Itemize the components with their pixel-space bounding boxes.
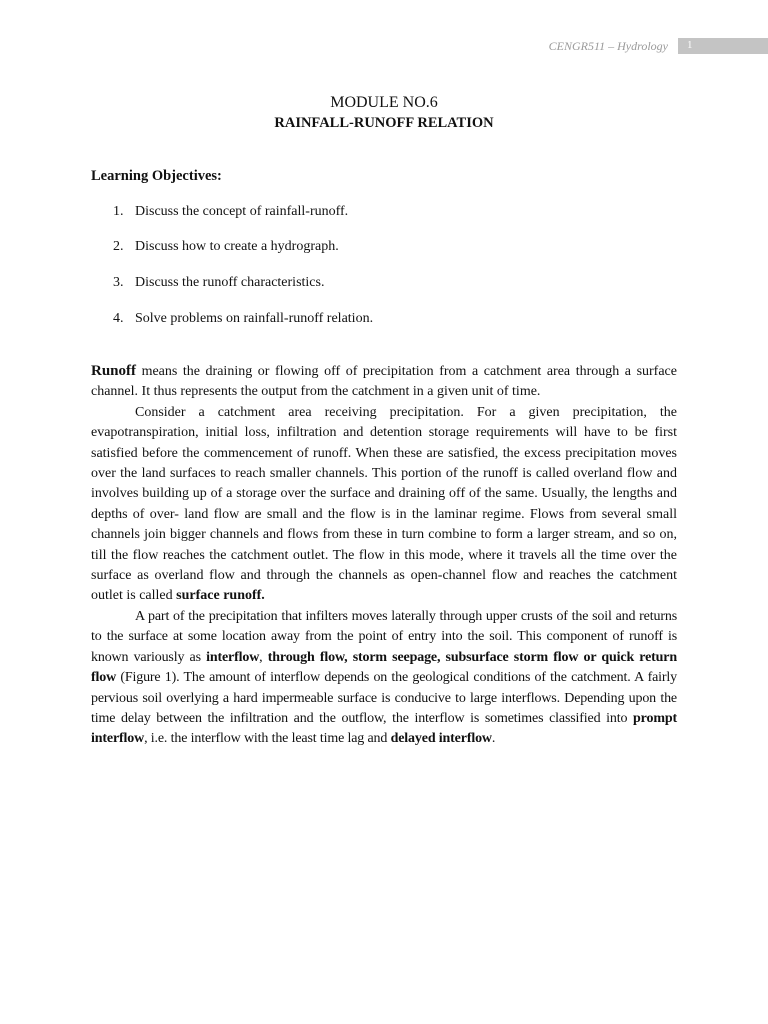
- objective-number: 2.: [113, 239, 124, 254]
- body-text: [91, 361, 677, 750]
- term-delayed-interflow: delayed interflow: [390, 731, 492, 747]
- paragraph-surface-runoff: [91, 403, 677, 607]
- term-interflow: interflow: [206, 649, 260, 665]
- objective-item: [113, 311, 373, 327]
- term-interflow-aliases: through flow, storm seepage, subsurface storm flow or quick return flow: [91, 649, 678, 686]
- learning-objectives-heading: Learning Objectives:: [91, 168, 222, 184]
- module-title: RAINFALL-RUNOFF RELATION: [274, 115, 494, 131]
- objective-text: Discuss the concept of rainfall-runoff.: [135, 204, 349, 219]
- interflow-text-c: (Figure 1). The amount of interflow depends on the geological conditions of the catchment. A fairly pervious soil overlying a hard impermeable surface is conducive to large interflows. Depending upon the time delay between the infiltration and the outflow, the interflow is sometimes classified into: [91, 670, 677, 726]
- header-course-title: CENGR511 – Hydrology: [548, 39, 668, 53]
- objective-number: 4.: [113, 311, 124, 326]
- term-surface-runoff: surface runoff.: [176, 588, 265, 604]
- interflow-text-a: A part of the precipitation that infilters moves laterally through upper crusts of the soil and returns to the surface at some location away from the point of entry into the soil. This component of runoff is known variously as: [91, 608, 677, 665]
- interflow-text-e: .: [491, 731, 496, 747]
- objective-number: 3.: [113, 275, 124, 290]
- objective-text: Discuss the runoff characteristics.: [135, 275, 325, 290]
- runoff-definition-text: means the draining or flowing off of precipitation from a catchment area through a surface channel. It thus represents the output from the catchment in a given unit of time.: [91, 364, 677, 400]
- surface-runoff-text: Consider a catchment area receiving precipitation. For a given precipitation, the evapotranspiration, initial loss, infiltration and detention storage requirements will have to be first satisfied before the commencement of runoff. When these are satisfied, the excess precipitation moves over the land surfaces to reach smaller channels. This portion of the runoff is called overland flow and involves building up of a storage over the surface and draining off of the same. Usually, the lengths and depths of over- land flow are small and the flow is in the laminar regime. Flows from several small channels join bigger channels and flows from these in turn combine to form a larger stream, and so on, till the flow reaches the catchment outlet. The flow in this mode, where it travels all the time over the surface as overland flow and through the channels as open-channel flow and reaches the catchment outlet is called: [91, 404, 677, 604]
- objective-number: 1.: [113, 204, 124, 219]
- header-page-bar: [678, 38, 768, 54]
- objective-item: [113, 239, 339, 255]
- objective-text: Discuss how to create a hydrograph.: [135, 239, 339, 254]
- objective-item: [113, 275, 324, 291]
- interflow-text-b: ,: [259, 649, 268, 665]
- paragraph-interflow: [91, 607, 677, 750]
- paragraph-runoff-definition: [91, 361, 677, 403]
- objective-item: [113, 204, 348, 220]
- term-prompt-interflow: prompt interflow: [91, 710, 677, 747]
- objective-text: Solve problems on rainfall-runoff relation.: [135, 311, 374, 326]
- page-number: 1: [687, 39, 693, 51]
- term-runoff: Runoff: [91, 363, 137, 379]
- module-number: MODULE NO.6: [330, 94, 438, 111]
- interflow-text-d: , i.e. the interflow with the least time lag and: [144, 731, 391, 747]
